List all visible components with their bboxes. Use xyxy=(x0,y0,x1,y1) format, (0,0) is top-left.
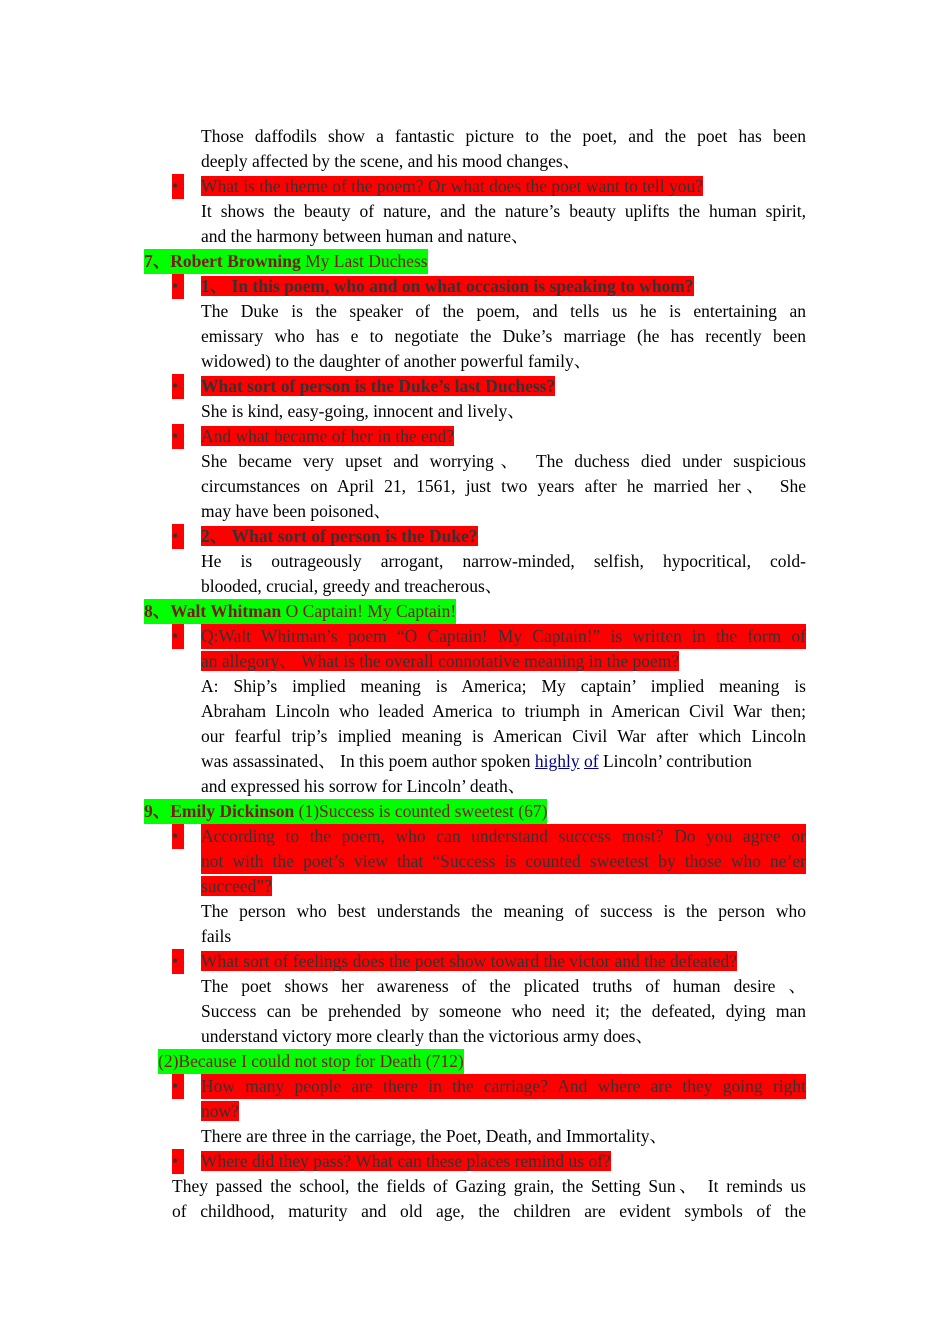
section-number: 9、 xyxy=(144,801,171,821)
body-text: Lincoln’ contribution xyxy=(598,751,752,771)
body-text: They passed the school, the fields of Gazing grain, the Setting Sun、 It reminds us xyxy=(172,1176,806,1196)
body-text: There are three in the carriage, the Poet, Death, and Immortality、 xyxy=(201,1126,667,1146)
bullet-icon: • xyxy=(172,1149,184,1174)
body-text: It shows the beauty of nature, and the nature’s beauty uplifts the human spirit, xyxy=(201,201,806,221)
body-text: She is kind, easy-going, innocent and lively、 xyxy=(201,401,525,421)
body-text: was assassinated、 In this poem author spoken xyxy=(201,751,535,771)
question: Where did they pass? What can these places remind us of? xyxy=(201,1151,611,1171)
body-text: understand victory more clearly than the victorious army does、 xyxy=(201,1026,653,1046)
section-number: 8、 xyxy=(144,601,171,621)
question: 1、 In this poem, who and on what occasion is speaking to whom? xyxy=(201,276,694,296)
bullet-icon: • xyxy=(172,624,184,649)
body-text: widowed) to the daughter of another powerful family、 xyxy=(201,351,592,371)
body-text-with-links xyxy=(201,749,806,774)
bullet-icon: • xyxy=(172,174,184,199)
question: succeed”? xyxy=(201,876,272,896)
body-text: emissary who has e to negotiate the Duke’s marriage (he has recently been xyxy=(201,326,806,346)
question: What sort of person is the Duke’s last Duchess? xyxy=(201,376,556,396)
body-text: She became very upset and worrying、 The duchess died under suspicious xyxy=(201,451,806,471)
bullet-icon: • xyxy=(172,1074,184,1099)
author-name: Walt Whitman xyxy=(170,601,282,621)
body-text: of childhood, maturity and old age, the children are evident symbols of the xyxy=(172,1201,806,1221)
body-text: deeply affected by the scene, and his mood changes、 xyxy=(201,151,581,171)
bullet-icon: • xyxy=(172,949,184,974)
bullet-icon: • xyxy=(172,374,184,399)
bullet-icon: • xyxy=(172,524,184,549)
subsection-heading: (2)Because I could not stop for Death (712) xyxy=(158,1049,464,1074)
question: now? xyxy=(201,1101,239,1121)
question: According to the poem, who can understand success most? Do you agree or xyxy=(201,824,806,849)
body-text: The person who best understands the meaning of success is the person who xyxy=(201,901,806,921)
body-text: fails xyxy=(201,926,232,946)
section-heading-8 xyxy=(144,599,456,624)
question: And what became of her in the end? xyxy=(201,426,455,446)
link-of[interactable]: of xyxy=(584,751,599,771)
body-text: The Duke is the speaker of the poem, and tells us he is entertaining an xyxy=(201,301,806,321)
body-text: Abraham Lincoln who leaded America to triumph in American Civil War then; xyxy=(201,701,806,721)
question: What sort of feelings does the poet show toward the victor and the defeated? xyxy=(201,951,737,971)
section-heading-9 xyxy=(144,799,547,824)
section-heading-7 xyxy=(144,249,428,274)
question: Q:Walt Whitman’s poem “O Captain! My Captain!” is written in the form of xyxy=(201,624,806,649)
section-number: 7、 xyxy=(144,251,171,271)
body-text: blooded, crucial, greedy and treacherous、 xyxy=(201,576,503,596)
bullet-icon: • xyxy=(172,274,184,299)
author-name: Robert Browning xyxy=(170,251,301,271)
body-text: The poet shows her awareness of the plicated truths of human desire 、 xyxy=(201,976,806,996)
question: What is the theme of the poem? Or what does the poet want to tell you? xyxy=(201,176,704,196)
body-text: Those daffodils show a fantastic picture to the poet, and the poet has been xyxy=(201,126,806,146)
question: an allegory、 What is the overall connotative meaning in the poem? xyxy=(201,651,680,671)
body-text: and expressed his sorrow for Lincoln’ death、 xyxy=(201,776,526,796)
body-text: A: Ship’s implied meaning is America; My captain’ implied meaning is xyxy=(201,676,806,696)
body-text: our fearful trip’s implied meaning is American Civil War after which Lincoln xyxy=(201,726,806,746)
body-text: Success can be prehended by someone who need it; the defeated, dying man xyxy=(201,1001,806,1021)
bullet-icon: • xyxy=(172,824,184,849)
body-text: circumstances on April 21, 1561, just two years after he married her、 She xyxy=(201,476,806,496)
author-name: Emily Dickinson xyxy=(170,801,295,821)
link-highly[interactable]: highly xyxy=(534,751,580,771)
question: not with the poet’s view that “Success is counted sweetest by those who ne’er xyxy=(201,849,806,874)
question: 2、 What sort of person is the Duke? xyxy=(201,526,478,546)
body-text: He is outrageously arrogant, narrow-minded, selfish, hypocritical, cold- xyxy=(201,551,806,571)
question: How many people are there in the carriage? And where are they going right xyxy=(201,1074,806,1099)
body-text: may have been poisoned、 xyxy=(201,501,392,521)
body-text: and the harmony between human and nature、 xyxy=(201,226,529,246)
poem-title: (1)Success is counted sweetest (67) xyxy=(294,801,548,821)
bullet-icon: • xyxy=(172,424,184,449)
poem-title: O Captain! My Captain! xyxy=(281,601,457,621)
poem-title: My Last Duchess xyxy=(300,251,428,271)
